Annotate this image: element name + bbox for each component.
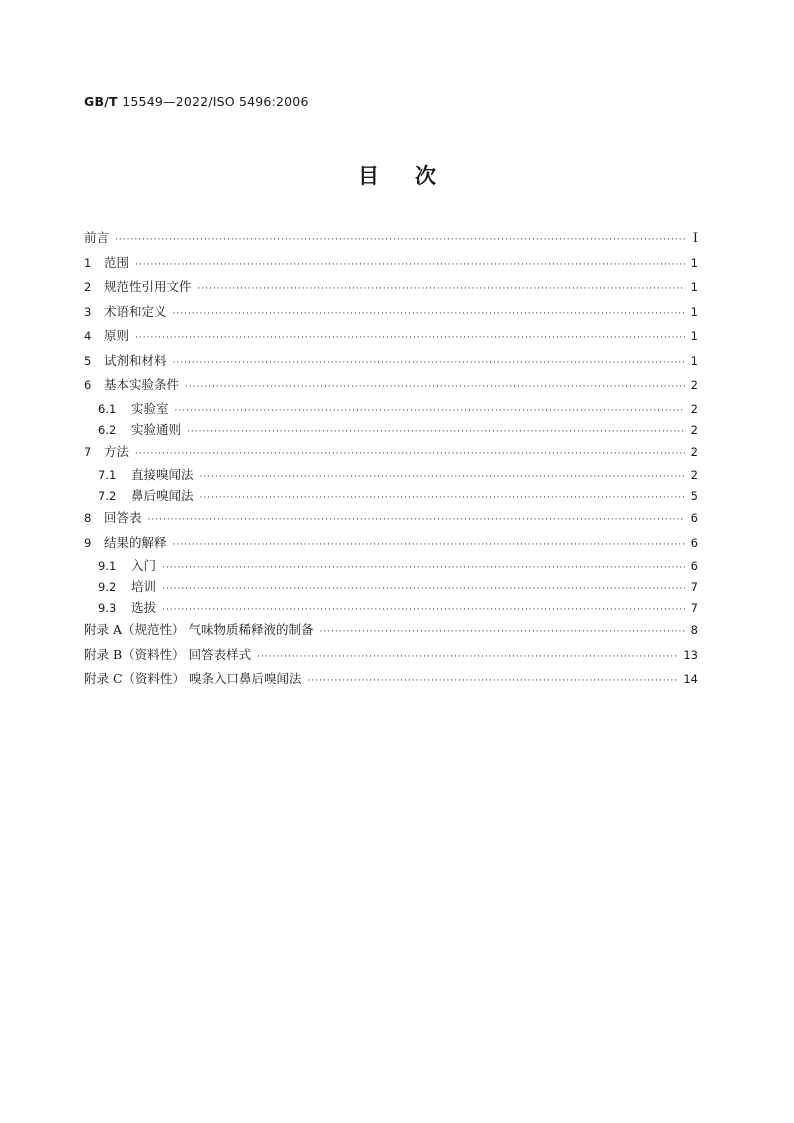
toc-entry[interactable] [84,506,698,531]
toc-entry-label: 原则 [104,328,130,343]
toc-entry-number: 6 [84,378,92,392]
toc-entry[interactable] [84,464,698,485]
toc-entry-number: 7.1 [98,468,117,482]
toc-entry[interactable] [84,300,698,325]
toc-entry-label: 附录 B（资料性） 回答表样式 [84,646,252,662]
toc-entry-number: 9.2 [98,580,117,594]
toc-entry-page: 7 [690,580,698,594]
toc-entry-label: 术语和定义 [104,303,167,319]
dot-leader [319,620,684,645]
toc-entry[interactable] [84,251,698,276]
dot-leader [162,579,685,600]
toc-entry-page: 7 [690,601,698,615]
toc-entry-label: 附录 A（规范性） 气味物质稀释液的制备 [84,622,314,637]
toc-entry-label: 直接嗅闻法 [131,467,194,482]
standard-number: 15549—2022/ISO 5496:2006 [122,94,309,109]
toc-entry-label: 结果的解释 [104,534,167,550]
toc-entry-page: 2 [690,468,698,482]
toc-entry-number: 9 [84,535,92,550]
toc-entry[interactable] [84,373,698,398]
toc-entry[interactable] [84,643,698,668]
toc-entry-label: 鼻后嗅闻法 [131,488,194,503]
toc-entry[interactable] [84,398,698,419]
toc-entry-page: 6 [690,535,698,550]
toc-entry-number: 4 [84,329,92,343]
dot-leader [162,558,685,579]
dot-leader [200,467,685,488]
toc-entry-label: 实验室 [131,400,169,416]
toc-entry[interactable] [84,485,698,506]
toc-entry[interactable] [84,275,698,300]
toc-entry[interactable] [84,576,698,597]
dot-leader [148,508,685,533]
toc-entry-number: 7.2 [98,489,117,503]
dot-leader [173,533,685,558]
toc-entry-label: 培训 [131,579,157,594]
toc-entry[interactable] [84,226,698,251]
toc-entry-number: 1 [84,255,92,270]
toc-entry[interactable] [84,555,698,576]
toc-entry-page: I [692,231,698,246]
toc-entry-page: 1 [690,255,698,270]
toc-entry-page: 14 [683,672,698,686]
toc-entry-number: 6.1 [98,401,117,416]
toc-entry[interactable] [84,618,698,643]
page-title: 目次 [358,163,472,188]
toc-entry-number: 3 [84,304,92,319]
toc-entry-page: 2 [690,401,698,416]
toc-entry-page: 8 [690,623,698,637]
toc-entry[interactable] [84,419,698,440]
toc-entry-page: 1 [690,329,698,343]
toc-entry-label: 前言 [84,230,110,245]
toc-entry-page: 6 [690,559,698,573]
toc-entry-label: 范围 [104,254,130,270]
toc-entry-page: 2 [690,378,698,392]
toc-entry-page: 6 [690,511,698,525]
standard-code: GB/T [84,94,118,109]
toc-entry-label: 试剂和材料 [104,352,167,368]
table-of-contents [84,226,698,692]
toc-entry-number: 8 [84,511,92,525]
toc-entry-number: 5 [84,353,92,368]
toc-entry-label: 回答表 [104,510,142,525]
toc-entry-page: 1 [690,353,698,368]
dot-leader [187,422,685,443]
toc-entry[interactable] [84,324,698,349]
toc-entry[interactable] [84,667,698,692]
toc-entry-page: 1 [690,280,698,294]
dot-leader [175,401,685,422]
dot-leader [173,351,685,376]
dot-leader [198,277,685,302]
toc-entry-page: 2 [690,444,698,459]
toc-entry-page: 2 [690,422,698,437]
toc-entry-page: 13 [683,647,698,662]
toc-entry-label: 实验通则 [131,421,182,437]
toc-entry-label: 方法 [104,443,130,459]
toc-entry[interactable] [84,440,698,465]
toc-entry-number: 9.3 [98,601,117,615]
toc-entry-number: 2 [84,280,92,294]
document-header [84,94,309,109]
toc-entry[interactable] [84,349,698,374]
toc-entry-label: 附录 C（资料性） 嗅条入口鼻后嗅闻法 [84,671,302,686]
dot-leader [200,488,685,509]
toc-entry-label: 规范性引用文件 [104,279,192,294]
toc-entry-label: 选拔 [131,600,157,615]
toc-entry-number: 6.2 [98,422,117,437]
toc-entry-label: 基本实验条件 [104,377,180,392]
toc-entry-number: 7 [84,444,92,459]
toc-entry[interactable] [84,531,698,556]
dot-leader [135,442,685,467]
dot-leader [173,302,685,327]
dot-leader [257,645,677,670]
dot-leader [185,375,685,400]
toc-entry[interactable] [84,597,698,618]
dot-leader [115,228,687,253]
dot-leader [135,326,685,351]
toc-entry-page: 5 [690,489,698,503]
toc-entry-page: 1 [690,304,698,319]
dot-leader [135,253,685,278]
toc-entry-label: 入门 [131,558,157,573]
dot-leader [308,669,678,694]
toc-entry-number: 9.1 [98,559,117,573]
